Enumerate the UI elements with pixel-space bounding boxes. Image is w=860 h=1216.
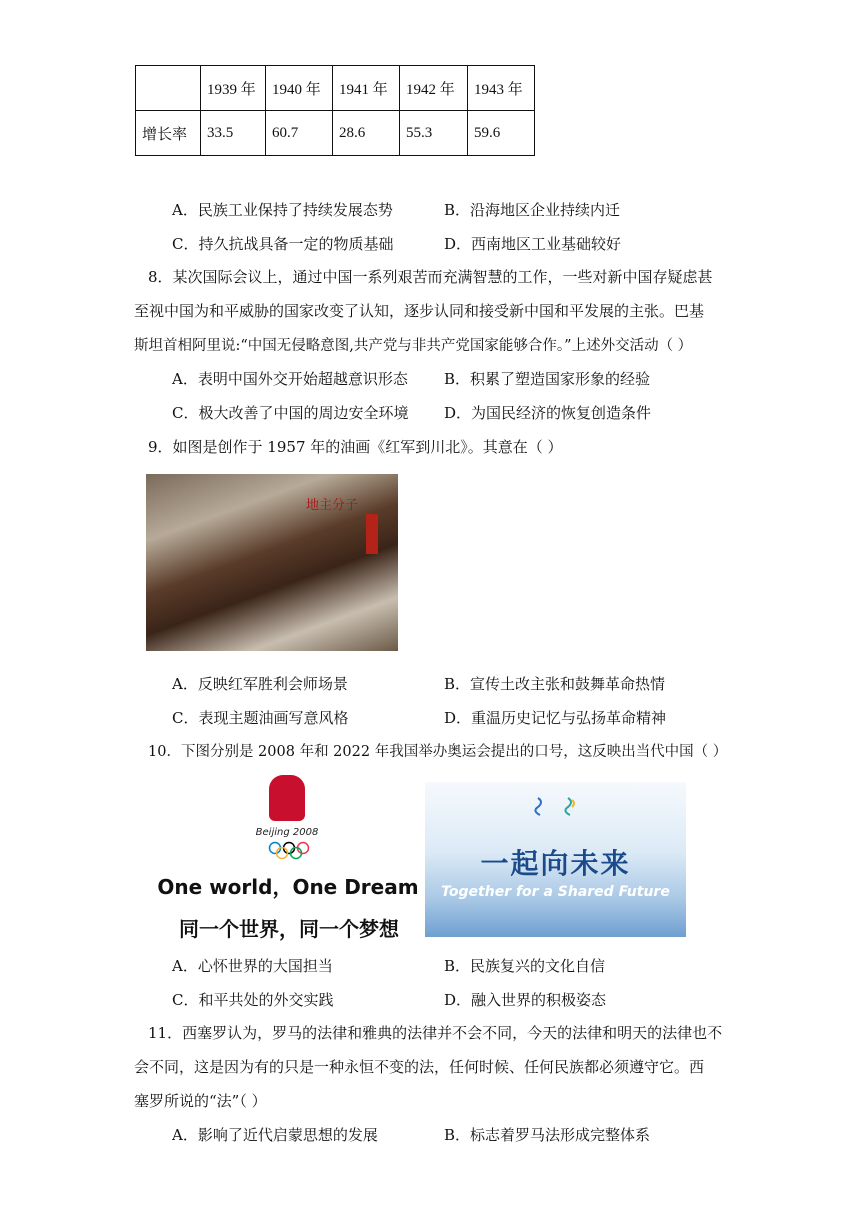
q9-option-c: C．表现主题油画写意风格 — [172, 709, 349, 727]
q9-option-b: B．宣传土改主张和鼓舞革命热情 — [444, 675, 666, 693]
q10-option-c: C．和平共处的外交实践 — [172, 991, 334, 1009]
painting-sign-text: 地主分子 — [306, 498, 359, 513]
q10-stem: 10．下图分别是 2008 年和 2022 年我国举办奥运会提出的口号，这反映出当代中国（ ） — [148, 744, 728, 760]
q11-stem-line3: 塞罗所说的“法”（ ） — [134, 1092, 267, 1110]
table-cell: 33.5 — [201, 111, 266, 156]
q8-stem-line3: 斯坦首相阿里说:“中国无侵略意图,共产党与非共产党国家能够合作。”上述外交活动（ ） — [134, 338, 693, 354]
table-cell: 55.3 — [400, 111, 468, 156]
table-cell: 28.6 — [333, 111, 400, 156]
table-row — [136, 111, 535, 156]
q11-option-b: B．标志着罗马法形成完整体系 — [444, 1126, 651, 1144]
slogan-chinese-2008: 同一个世界，同一个梦想 — [179, 917, 399, 941]
q7-option-a: A．民族工业保持了持续发展态势 — [172, 201, 393, 219]
q10-option-a: A．心怀世界的大国担当 — [172, 957, 333, 975]
q8-option-b: B．积累了塑造国家形象的经验 — [444, 370, 651, 388]
beijing-2008-emblem-icon — [269, 775, 305, 821]
table-header-cell: 1939 年 — [201, 66, 266, 111]
q7-option-c: C．持久抗战具备一定的物质基础 — [172, 235, 394, 253]
q8-option-c: C．极大改善了中国的周边安全环境 — [172, 404, 409, 422]
slogan-english-2022: Together for a Shared Future — [441, 884, 670, 900]
oil-painting-image — [146, 474, 398, 651]
table-header-row — [136, 66, 535, 111]
table-header-cell: 1940 年 — [266, 66, 333, 111]
red-flag-shape — [366, 514, 378, 554]
q8-stem-line2: 至视中国为和平威胁的国家改变了认知，逐步认同和接受新中国和平发展的主张。巴基 — [134, 302, 705, 320]
table-row-label: 增长率 — [136, 111, 201, 156]
q7-option-d: D．西南地区工业基础较好 — [444, 235, 622, 253]
q11-stem-line1: 11．西塞罗认为，罗马的法律和雅典的法律并不会不同，今天的法律和明天的法律也不 — [148, 1024, 723, 1042]
q7-option-b: B．沿海地区企业持续内迁 — [444, 201, 621, 219]
table-cell: 60.7 — [266, 111, 333, 156]
table-header-cell: 1942 年 — [400, 66, 468, 111]
q8-option-a: A．表明中国外交开始超越意识形态 — [172, 370, 408, 388]
q9-option-d: D．重温历史记忆与弘扬革命精神 — [444, 709, 667, 727]
q10-option-b: B．民族复兴的文化自信 — [444, 957, 606, 975]
q11-option-a: A．影响了近代启蒙思想的发展 — [172, 1126, 378, 1144]
beijing-2008-slogan-image — [150, 775, 422, 941]
table-header-cell: 1943 年 — [468, 66, 535, 111]
slogan-chinese-2022: 一起向未来 — [480, 847, 631, 880]
q8-option-d: D．为国民经济的恢复创造条件 — [444, 404, 652, 422]
emblem-caption: Beijing 2008 — [255, 827, 319, 838]
q11-stem-line2: 会不同，这是因为有的只是一种永恒不变的法，任何时候、任何民族都必须遵守它。西 — [134, 1058, 705, 1076]
table-header-cell: 1941 年 — [333, 66, 400, 111]
q8-stem-line1: 8．某次国际会议上，通过中国一系列艰苦而充满智慧的工作，一些对新中国存疑虑甚 — [148, 268, 713, 286]
beijing-2022-emblems-icon — [528, 794, 588, 822]
growth-rate-table — [135, 65, 535, 156]
beijing-2022-slogan-image — [425, 782, 686, 937]
table-cell: 59.6 — [468, 111, 535, 156]
table-header-cell — [136, 66, 201, 111]
olympic-rings-icon — [267, 841, 311, 861]
q9-option-a: A．反映红军胜利会师场景 — [172, 675, 348, 693]
q9-stem: 9．如图是创作于 1957 年的油画《红军到川北》。其意在（ ） — [148, 438, 563, 456]
q10-option-d: D．融入世界的积极姿态 — [444, 991, 607, 1009]
slogan-english-2008: One world，One Dream — [157, 875, 419, 899]
